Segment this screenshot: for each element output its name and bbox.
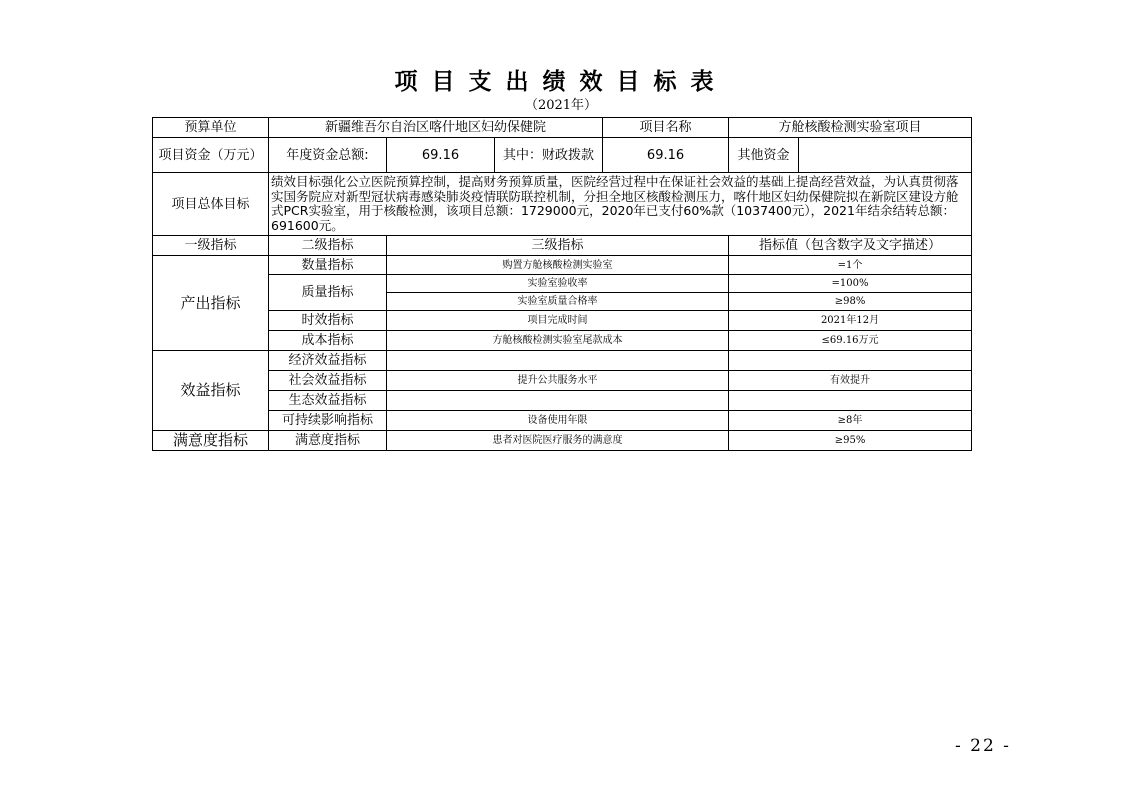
- fiscal-value: 69.16: [603, 138, 729, 173]
- value-cell: =100%: [729, 275, 972, 293]
- project-name-label: 项目名称: [603, 118, 729, 138]
- level2-header: 二级指标: [269, 236, 387, 256]
- table-row: [153, 331, 972, 351]
- level3-cell: 项目完成时间: [387, 311, 729, 331]
- table-row: [153, 275, 972, 293]
- level3-header: 三级指标: [387, 236, 729, 256]
- output-group-label: 产出指标: [153, 256, 269, 351]
- performance-goals-table: [152, 117, 972, 451]
- level3-cell: 购置方舱核酸检测实验室: [387, 256, 729, 275]
- level2-cell: 生态效益指标: [269, 391, 387, 411]
- satisfaction-group-label: 满意度指标: [153, 431, 269, 451]
- header-row: [153, 118, 972, 138]
- table-row: [153, 311, 972, 331]
- annual-total-value: 69.16: [387, 138, 495, 173]
- overall-goal-row: [153, 173, 972, 236]
- value-cell: ≤69.16万元: [729, 331, 972, 351]
- level2-cell: 成本指标: [269, 331, 387, 351]
- value-cell: 2021年12月: [729, 311, 972, 331]
- budget-unit-value: 新疆维吾尔自治区喀什地区妇幼保健院: [269, 118, 603, 138]
- table-row: [153, 256, 972, 275]
- overall-goal-text: 绩效目标强化公立医院预算控制，提高财务预算质量，医院经营过程中在保证社会效益的基础上提高经营效益，为认真贯彻落实国务院应对新型冠状病毒感染肺炎疫情联防联控机制，分担全地区核酸检测压力，喀什地区妇幼保健院拟在新院区建设方舱式PCR实验室，用于核酸检测，该项目总额：1729000元，2020年已支付60%款（1037400元），2021年结余结转总额：691600元。: [269, 173, 972, 236]
- level2-cell: 可持续影响指标: [269, 411, 387, 431]
- level2-cell: 数量指标: [269, 256, 387, 275]
- annual-total-label: 年度资金总额:: [269, 138, 387, 173]
- level3-cell: [387, 391, 729, 411]
- benefit-group-label: 效益指标: [153, 351, 269, 431]
- level2-cell: 经济效益指标: [269, 351, 387, 371]
- value-header: 指标值（包含数字及文字描述）: [729, 236, 972, 256]
- overall-goal-label: 项目总体目标: [153, 173, 269, 236]
- value-cell: [729, 391, 972, 411]
- funding-label: 项目资金（万元）: [153, 138, 269, 173]
- table-row: [153, 391, 972, 411]
- level2-cell: 质量指标: [269, 275, 387, 311]
- page-title: 项目支出绩效目标表: [394, 68, 728, 95]
- value-cell: ≥98%: [729, 293, 972, 311]
- value-cell: [729, 351, 972, 371]
- value-cell: ≥8年: [729, 411, 972, 431]
- value-cell: =1个: [729, 256, 972, 275]
- level3-cell: 方舱核酸检测实验室尾款成本: [387, 331, 729, 351]
- level1-header: 一级指标: [153, 236, 269, 256]
- level3-cell: 设备使用年限: [387, 411, 729, 431]
- level3-cell: 实验室质量合格率: [387, 293, 729, 311]
- project-name-value: 方舱核酸检测实验室项目: [729, 118, 972, 138]
- table-row: [153, 351, 972, 371]
- column-header-row: [153, 236, 972, 256]
- level3-cell: 实验室验收率: [387, 275, 729, 293]
- page-number: - 22 -: [955, 736, 1011, 756]
- level2-cell: 社会效益指标: [269, 371, 387, 391]
- budget-unit-label: 预算单位: [153, 118, 269, 138]
- fiscal-label: 其中：财政拨款: [495, 138, 603, 173]
- level3-cell: 患者对医院医疗服务的满意度: [387, 431, 729, 451]
- level2-cell: 满意度指标: [269, 431, 387, 451]
- level2-cell: 时效指标: [269, 311, 387, 331]
- level3-cell: [387, 351, 729, 371]
- other-funds-label: 其他资金: [729, 138, 799, 173]
- value-cell: ≥95%: [729, 431, 972, 451]
- level3-cell: 提升公共服务水平: [387, 371, 729, 391]
- other-funds-value: [799, 138, 972, 173]
- table-row: [153, 431, 972, 451]
- table-row: [153, 371, 972, 391]
- funding-row: [153, 138, 972, 173]
- value-cell: 有效提升: [729, 371, 972, 391]
- table-row: [153, 411, 972, 431]
- year-subtitle: （2021年）: [524, 98, 598, 113]
